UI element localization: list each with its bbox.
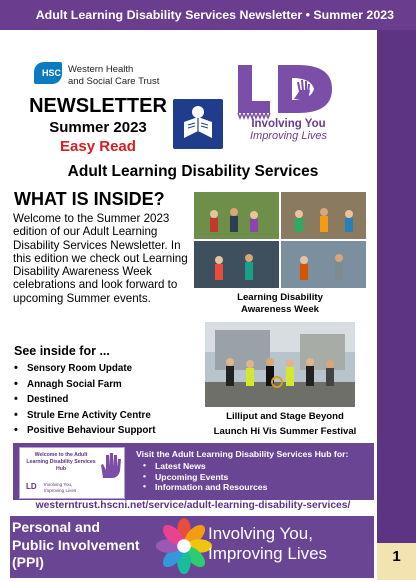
banner-title: Adult Learning Disability Services Newsletter • Summer 2023 — [35, 8, 394, 22]
page-number: 1 — [377, 543, 416, 580]
top-banner — [0, 0, 416, 30]
trust-name-line2: and Social Care Trust — [68, 76, 160, 87]
inside-items-list — [13, 363, 155, 441]
hub-card — [19, 447, 125, 499]
ppi-box — [10, 516, 374, 578]
see-inside-heading: See inside for ... — [14, 344, 110, 358]
hub-items-list — [143, 461, 267, 493]
newsletter-heading: NEWSLETTER — [29, 95, 167, 117]
list-item: • Strule Erne Activity Centre — [13, 410, 155, 426]
ppi-slogan-line1: Involving You, — [208, 524, 313, 543]
ld-tagline-line1: Involving You — [251, 118, 326, 130]
service-title: Adult Learning Disability Services — [67, 163, 319, 180]
hsc-logo-text: HSC — [42, 68, 62, 78]
hsc-logo — [34, 62, 62, 84]
awareness-caption-line2: Awareness Week — [240, 304, 320, 315]
hub-card-tagline — [44, 482, 76, 494]
hand-icon — [98, 451, 122, 479]
awareness-week-caption — [194, 292, 366, 316]
hub-card-ld-logo: LD — [26, 482, 37, 491]
awareness-week-photo — [194, 192, 366, 288]
ppi-line2: Public Involvement — [12, 536, 140, 553]
hub-visit-text: Visit the Adult Learning Disability Services Hub for: — [136, 449, 349, 459]
ppi-slogan — [208, 524, 327, 564]
hub-url-link[interactable]: westerntrust.hscni.net/service/adult-learning-disability-services/ — [35, 500, 351, 511]
ld-tagline-line2: Improving Lives — [249, 130, 328, 142]
hub-card-tagline-line2: Improving Lives — [44, 488, 77, 493]
hub-card-tagline-line1: Involving You, — [44, 482, 73, 487]
list-item: • Upcoming Events — [143, 472, 267, 483]
festival-caption-line2: Launch Hi Vis Summer Festival — [213, 426, 357, 437]
ppi-line1: Personal and — [12, 519, 100, 535]
edition-label: Summer 2023 — [49, 119, 147, 136]
hub-card-title: Welcome to the Adult Learning Disability Services Hub — [26, 452, 96, 472]
list-item: • Information and Resources — [143, 482, 267, 493]
ppi-text — [12, 519, 140, 572]
festival-caption-line1: Lilliput and Stage Beyond — [226, 411, 344, 422]
intro-paragraph: Welcome to the Summer 2023 edition of our Adult Learning Disability Services Newsletter. In this edition we check out Learning Disability Awareness Week celebrations and look forward to upcoming Summer events. — [13, 212, 188, 305]
list-item: • Annagh Social Farm — [13, 379, 155, 395]
hub-promo-box — [13, 443, 374, 500]
list-item: • Destined — [13, 394, 155, 410]
festival-caption — [200, 409, 370, 439]
reading-person-icon — [173, 99, 223, 149]
list-item: • Positive Behaviour Support — [13, 425, 155, 441]
awareness-caption-line1: Learning Disability — [237, 292, 323, 303]
right-sidebar-strip — [377, 30, 416, 580]
inside-heading: WHAT IS INSIDE? — [14, 189, 165, 209]
list-item: • Sensory Room Update — [13, 363, 155, 379]
ppi-line3: (PPI) — [12, 554, 44, 570]
ppi-slogan-line2: Improving Lives — [208, 544, 328, 563]
summer-festival-photo — [205, 322, 355, 407]
trust-name-line1: Western Health — [68, 64, 134, 75]
ppi-flower-icon — [155, 516, 213, 576]
easy-read-label: Easy Read — [60, 138, 136, 155]
list-item: • Latest News — [143, 461, 267, 472]
